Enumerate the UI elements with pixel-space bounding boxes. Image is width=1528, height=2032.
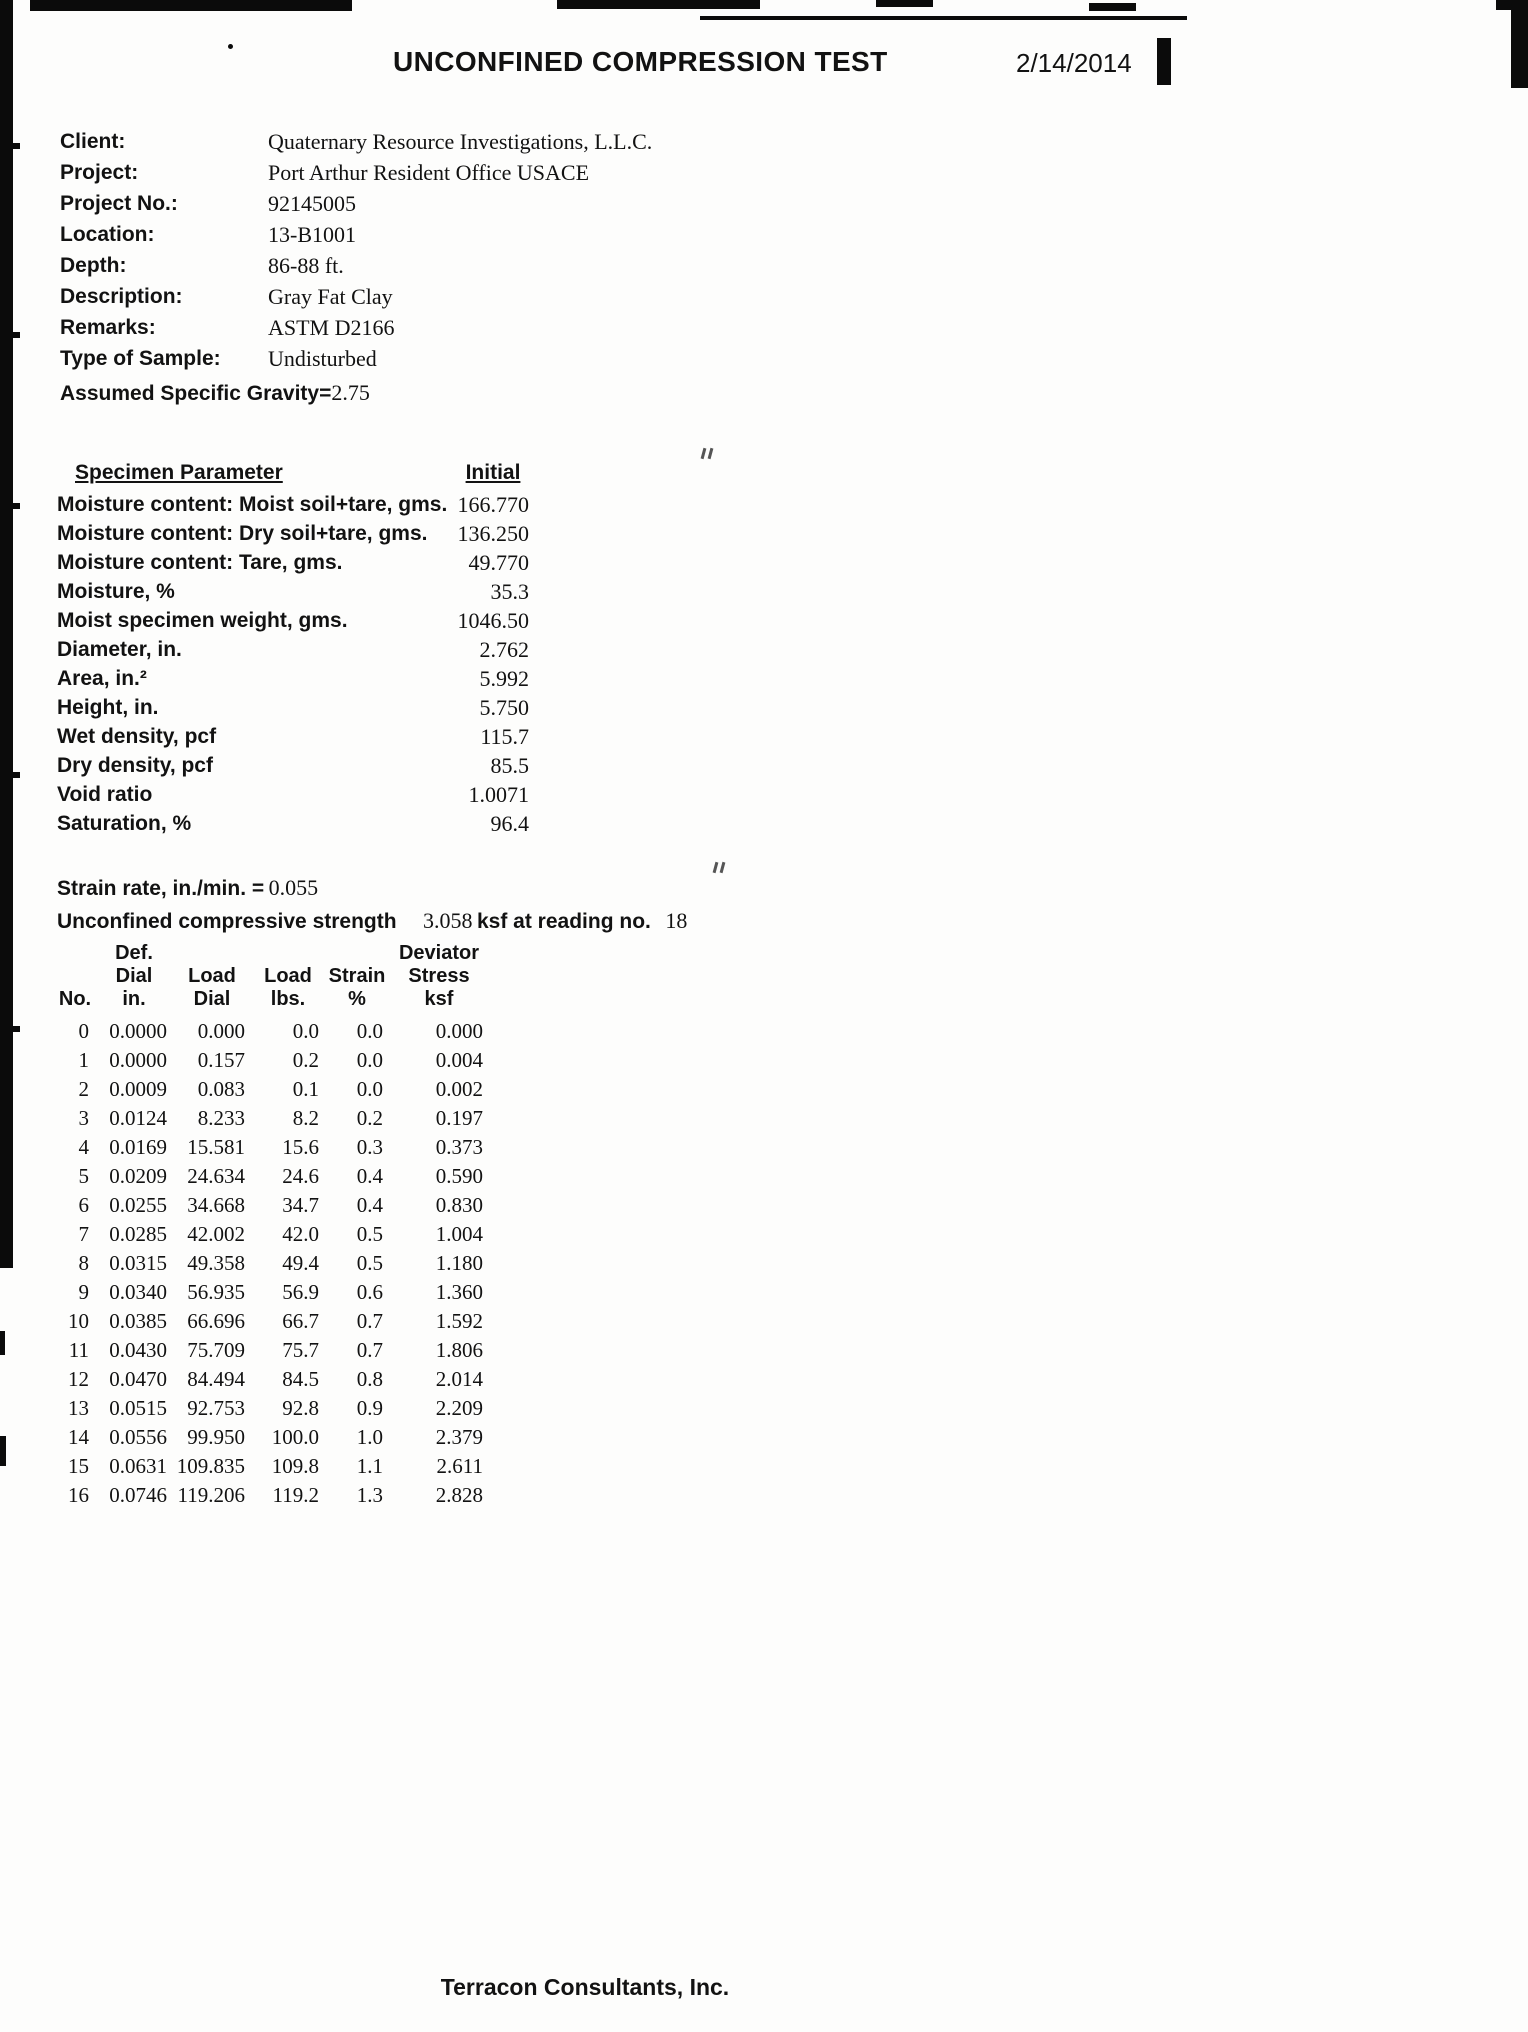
table-cell: 0.1 — [292, 1077, 319, 1101]
table-row — [55, 1046, 489, 1075]
table-cell: 35.3 — [490, 578, 529, 604]
table-cell: 119.206 — [177, 1483, 245, 1507]
table-cell: 0.0515 — [109, 1396, 167, 1420]
table-row — [57, 635, 529, 664]
table-cell: 1.180 — [435, 1251, 483, 1275]
table-cell: 92.753 — [187, 1396, 245, 1420]
scan-artifact — [13, 772, 20, 778]
table-cell: 0.5 — [356, 1251, 383, 1275]
table-cell: 1.806 — [435, 1338, 483, 1362]
scan-edge-top-segment — [1089, 3, 1136, 11]
table-cell: 0.373 — [435, 1135, 483, 1159]
table-row — [55, 1104, 489, 1133]
table-row — [55, 1278, 489, 1307]
table-cell: Description: — [60, 284, 183, 308]
table-row — [55, 1365, 489, 1394]
table-cell: 5.750 — [479, 694, 529, 720]
table-cell: 2.828 — [435, 1483, 483, 1507]
readings-table — [55, 942, 489, 1510]
scan-artifact — [701, 448, 707, 459]
table-cell: 0.0315 — [109, 1251, 167, 1275]
table-cell: 0.0 — [292, 1019, 319, 1043]
table-cell: 0.590 — [435, 1164, 483, 1188]
col-header-no-label: No. — [58, 988, 92, 1010]
table-cell: 2.762 — [479, 636, 529, 662]
table-cell: 66.696 — [187, 1309, 245, 1333]
specimen-parameter-body — [57, 490, 529, 838]
table-cell: 49.770 — [468, 549, 529, 575]
table-cell: 119.2 — [272, 1483, 319, 1507]
table-cell: 9 — [78, 1280, 89, 1304]
scan-artifact — [13, 332, 20, 338]
table-row — [55, 1017, 489, 1046]
table-cell: 1046.50 — [457, 607, 529, 633]
table-cell: 99.950 — [187, 1425, 245, 1449]
table-row — [60, 281, 788, 312]
table-cell: 0.5 — [356, 1222, 383, 1246]
scan-artifact — [1157, 38, 1171, 85]
table-cell: 0.0124 — [109, 1106, 167, 1130]
table-cell: 8.2 — [292, 1106, 319, 1130]
table-cell: Port Arthur Resident Office USACE — [268, 159, 590, 185]
strain-rate-value: 0.055 — [268, 875, 319, 900]
table-cell: Void ratio — [57, 782, 153, 806]
table-cell: 2.014 — [435, 1367, 483, 1391]
scan-artifact — [0, 1331, 5, 1355]
table-cell: 2.209 — [435, 1396, 483, 1420]
table-cell: 15.6 — [282, 1135, 319, 1159]
table-cell: 5 — [78, 1164, 89, 1188]
table-cell: 15.581 — [187, 1135, 245, 1159]
table-cell: 115.7 — [480, 723, 529, 749]
table-row — [55, 1307, 489, 1336]
table-row — [57, 548, 529, 577]
table-row — [55, 1452, 489, 1481]
table-row — [60, 188, 788, 219]
table-cell: Dry density, pcf — [57, 753, 213, 777]
table-row — [55, 1336, 489, 1365]
table-cell: 0.830 — [435, 1193, 483, 1217]
scan-artifact — [13, 503, 20, 509]
table-cell: 11 — [68, 1338, 89, 1362]
table-row — [57, 606, 529, 635]
table-cell: 56.935 — [187, 1280, 245, 1304]
table-cell: 1 — [78, 1048, 89, 1072]
table-cell: Wet density, pcf — [57, 724, 217, 748]
table-row — [60, 157, 788, 188]
col-header-def-dial: Def. Dial in. — [115, 942, 153, 1010]
table-cell: 0.000 — [197, 1019, 245, 1043]
table-cell: 75.709 — [187, 1338, 245, 1362]
table-cell: 0.0 — [356, 1077, 383, 1101]
table-cell: Project: — [60, 160, 139, 184]
scan-artifact — [13, 143, 20, 149]
table-row — [57, 722, 529, 751]
table-cell: 0.157 — [197, 1048, 245, 1072]
table-cell: 0 — [78, 1019, 89, 1043]
table-cell: 0.2 — [356, 1106, 383, 1130]
table-cell: 0.0430 — [109, 1338, 167, 1362]
table-cell: 0.0385 — [109, 1309, 167, 1333]
table-cell: 136.250 — [457, 520, 529, 546]
table-row — [60, 312, 788, 343]
table-cell: 0.3 — [356, 1135, 383, 1159]
table-cell: 0.002 — [435, 1077, 483, 1101]
table-cell: 84.5 — [282, 1367, 319, 1391]
table-cell: 34.7 — [282, 1193, 319, 1217]
table-cell: 109.835 — [176, 1454, 245, 1478]
table-cell: 0.0000 — [109, 1048, 167, 1072]
table-row — [57, 490, 529, 519]
table-cell: 0.8 — [356, 1367, 383, 1391]
compressive-strength-label: Unconfined compressive strength — [57, 910, 397, 933]
table-cell: ASTM D2166 — [268, 314, 395, 340]
compressive-strength-units: ksf at reading no. — [476, 910, 651, 933]
table-row — [55, 1075, 489, 1104]
table-cell: 84.494 — [187, 1367, 245, 1391]
table-cell: 1.0071 — [468, 781, 529, 807]
table-cell: 49.358 — [187, 1251, 245, 1275]
table-cell: 100.0 — [271, 1425, 319, 1449]
table-row — [60, 343, 788, 374]
table-cell: 10 — [68, 1309, 89, 1333]
table-row — [60, 250, 788, 281]
table-cell: 0.0631 — [109, 1454, 167, 1478]
table-cell: Moisture content: Dry soil+tare, gms. — [57, 521, 428, 545]
table-cell: 34.668 — [187, 1193, 245, 1217]
table-row — [57, 577, 529, 606]
table-row — [55, 1162, 489, 1191]
scan-edge-top-segment — [557, 0, 760, 9]
table-row — [55, 1249, 489, 1278]
table-cell: 1.1 — [356, 1454, 383, 1478]
table-cell: 42.002 — [187, 1222, 245, 1246]
table-cell: 0.197 — [435, 1106, 483, 1130]
table-cell: 0.004 — [435, 1048, 483, 1072]
table-cell: 75.7 — [282, 1338, 319, 1362]
table-cell: 2.379 — [435, 1425, 483, 1449]
table-row — [57, 780, 529, 809]
table-cell: 86-88 ft. — [268, 252, 344, 278]
table-cell: Moisture content: Moist soil+tare, gms. — [57, 492, 448, 516]
scan-edge-top-right-corner — [1496, 0, 1528, 10]
assumed-specific-gravity-label: Assumed Specific Gravity= — [60, 382, 332, 405]
table-cell: 0.0285 — [109, 1222, 167, 1246]
specimen-header-row — [57, 456, 529, 490]
table-cell: 0.0009 — [109, 1077, 167, 1101]
scan-edge-top-line — [700, 16, 1187, 20]
document-date: 2/14/2014 — [1016, 48, 1132, 78]
col-header-load-dial: Load Dial — [188, 965, 236, 1010]
table-cell: 1.0 — [356, 1425, 383, 1449]
table-row — [55, 1481, 489, 1510]
table-cell: 2.611 — [436, 1454, 483, 1478]
table-cell: Remarks: — [60, 315, 156, 339]
table-cell: Type of Sample: — [60, 346, 221, 370]
table-cell: 0.7 — [356, 1309, 383, 1333]
scan-artifact — [713, 862, 719, 873]
table-cell: 13-B1001 — [268, 221, 356, 247]
table-cell: 109.8 — [271, 1454, 319, 1478]
table-cell: 5.992 — [479, 665, 529, 691]
table-row — [60, 126, 788, 157]
table-cell: 12 — [68, 1367, 89, 1391]
table-cell: 0.000 — [435, 1019, 483, 1043]
table-row — [60, 219, 788, 250]
table-cell: 0.083 — [197, 1077, 245, 1101]
compressive-strength-value: 3.058 — [423, 908, 473, 933]
table-cell: 49.4 — [282, 1251, 319, 1275]
table-cell: 0.0209 — [109, 1164, 167, 1188]
table-cell: Undisturbed — [268, 345, 377, 371]
table-cell: 24.634 — [187, 1164, 245, 1188]
table-cell: 56.9 — [282, 1280, 319, 1304]
scan-artifact — [720, 862, 726, 873]
table-row — [55, 1220, 489, 1249]
table-cell: 16 — [68, 1483, 89, 1507]
scan-edge-top-segment — [30, 0, 352, 11]
table-cell: Project No.: — [60, 191, 178, 215]
table-cell: Diameter, in. — [57, 637, 182, 661]
col-header-strain: Strain % — [328, 965, 386, 1010]
scan-artifact — [0, 1436, 6, 1466]
table-cell: Saturation, % — [57, 811, 192, 835]
table-cell: 0.0169 — [109, 1135, 167, 1159]
table-cell: 6 — [78, 1193, 89, 1217]
specimen-parameter-table — [57, 456, 529, 838]
table-cell: Quaternary Resource Investigations, L.L.C. — [268, 128, 653, 154]
table-row — [55, 1423, 489, 1452]
assumed-specific-gravity-line — [60, 377, 370, 408]
table-cell: 85.5 — [490, 752, 529, 778]
table-row — [57, 751, 529, 780]
table-cell: Height, in. — [57, 695, 159, 719]
project-info-body — [60, 126, 788, 374]
table-cell: 0.7 — [356, 1338, 383, 1362]
table-cell: 0.0 — [356, 1048, 383, 1072]
table-cell: 2 — [78, 1077, 89, 1101]
table-cell: 0.6 — [356, 1280, 383, 1304]
table-row — [55, 1191, 489, 1220]
table-row — [55, 1133, 489, 1162]
table-cell: 0.0340 — [109, 1280, 167, 1304]
table-row — [57, 809, 529, 838]
table-cell: 1.3 — [356, 1483, 383, 1507]
scan-artifact — [13, 1026, 20, 1032]
table-cell: 8.233 — [197, 1106, 245, 1130]
scan-artifact — [228, 44, 233, 49]
project-info-table — [60, 126, 788, 374]
table-cell: 13 — [68, 1396, 89, 1420]
table-cell: 1.004 — [435, 1222, 483, 1246]
table-cell: 7 — [78, 1222, 89, 1246]
readings-body — [55, 1017, 489, 1510]
table-cell: Moisture content: Tare, gms. — [57, 550, 343, 574]
readings-header-row — [55, 942, 489, 1017]
table-cell: 4 — [78, 1135, 89, 1159]
col-header-deviator-stress: Deviator Stress ksf — [398, 942, 480, 1010]
table-cell: 24.6 — [282, 1164, 319, 1188]
scan-edge-top-right-corner — [1511, 0, 1528, 88]
table-cell: 0.2 — [292, 1048, 319, 1072]
table-cell: 0.4 — [356, 1164, 383, 1188]
table-cell: Moisture, % — [57, 579, 175, 603]
strain-rate-line — [57, 872, 318, 903]
scan-edge-top-segment — [876, 0, 933, 7]
specimen-initial-header: Initial — [465, 461, 521, 484]
strain-rate-label: Strain rate, in./min. = — [57, 877, 265, 900]
table-row — [57, 519, 529, 548]
table-cell: 66.7 — [282, 1309, 319, 1333]
table-cell: 8 — [78, 1251, 89, 1275]
col-header-no — [55, 942, 95, 1017]
table-row — [57, 664, 529, 693]
table-cell: 42.0 — [282, 1222, 319, 1246]
table-cell: 3 — [78, 1106, 89, 1130]
table-cell: 0.0000 — [109, 1019, 167, 1043]
table-cell: 0.0556 — [109, 1425, 167, 1449]
table-cell: 0.0746 — [109, 1483, 167, 1507]
assumed-specific-gravity-value: 2.75 — [331, 380, 370, 405]
table-cell: Location: — [60, 222, 155, 246]
table-cell: 0.9 — [356, 1396, 383, 1420]
table-cell: 166.770 — [457, 491, 529, 517]
table-cell: Gray Fat Clay — [268, 283, 393, 309]
table-cell: 1.592 — [435, 1309, 483, 1333]
table-cell: 15 — [68, 1454, 89, 1478]
table-cell: 96.4 — [490, 810, 529, 836]
table-cell: 92.8 — [282, 1396, 319, 1420]
scan-artifact — [708, 448, 714, 459]
scan-edge-left-bar — [0, 0, 13, 1268]
specimen-parameter-header: Specimen Parameter — [75, 461, 283, 484]
compressive-strength-line — [57, 905, 687, 936]
compressive-strength-reading-no: 18 — [665, 908, 688, 933]
table-cell: 92145005 — [268, 190, 356, 216]
table-cell: 14 — [68, 1425, 89, 1449]
table-cell: 0.0255 — [109, 1193, 167, 1217]
table-row — [57, 693, 529, 722]
table-cell: 0.4 — [356, 1193, 383, 1217]
table-cell: 0.0470 — [109, 1367, 167, 1391]
company-footer: Terracon Consultants, Inc. — [440, 1974, 730, 2000]
table-row — [55, 1394, 489, 1423]
col-header-load-lbs: Load lbs. — [264, 965, 312, 1010]
table-cell: Area, in.² — [57, 666, 147, 690]
table-cell: 1.360 — [435, 1280, 483, 1304]
table-cell: Client: — [60, 129, 126, 153]
table-cell: Depth: — [60, 253, 127, 277]
table-cell: 0.0 — [356, 1019, 383, 1043]
document-title: UNCONFINED COMPRESSION TEST — [393, 46, 888, 77]
table-cell: Moist specimen weight, gms. — [57, 608, 348, 632]
